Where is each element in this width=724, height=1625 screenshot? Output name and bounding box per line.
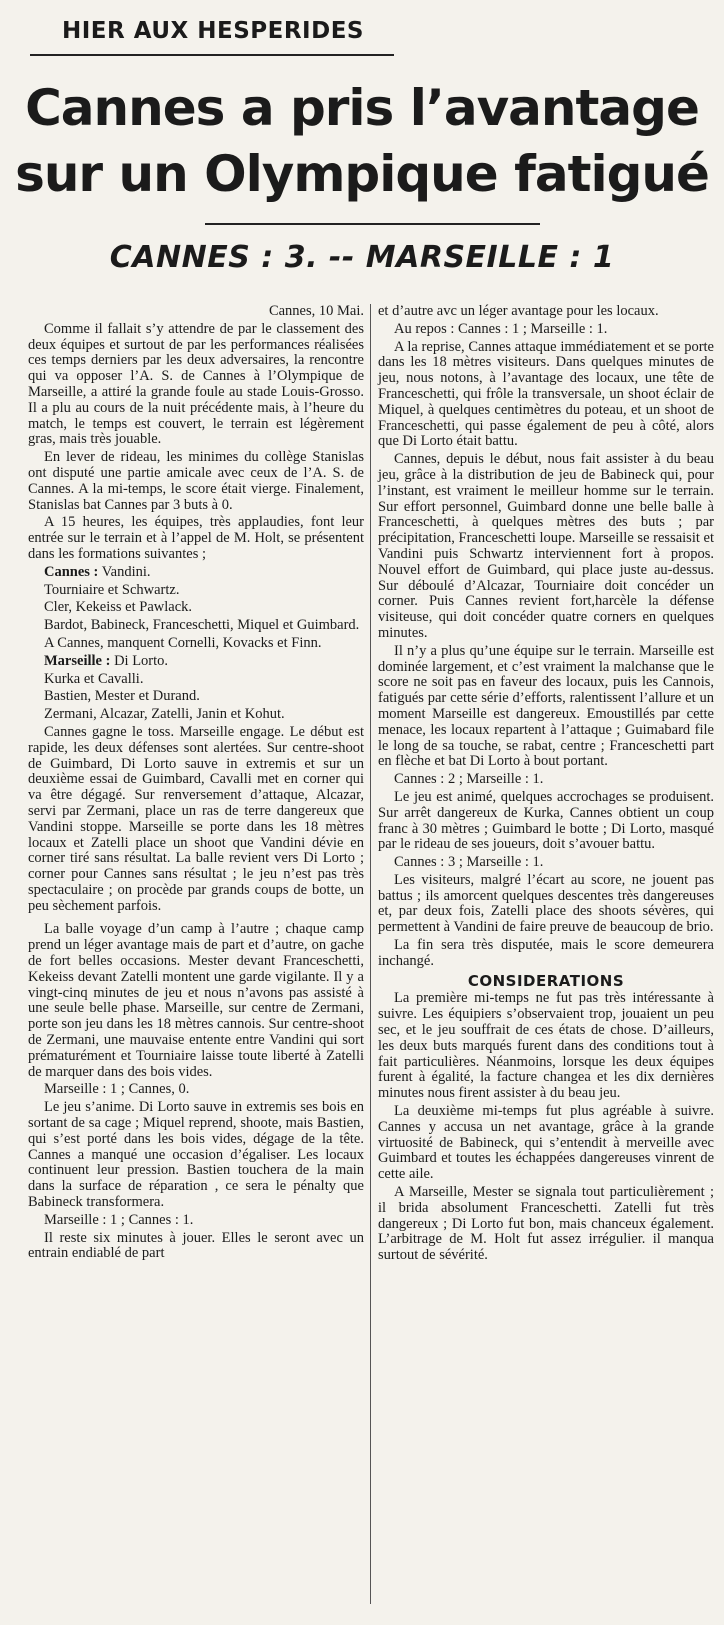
- lineup-goalkeeper: Di Lorto.: [114, 652, 169, 669]
- paragraph: A Cannes, manquent Cornelli, Kovacks et Finn.: [44, 634, 322, 651]
- paragraph: A 15 heures, les équipes, très applaudies, font leur entrée sur le terrain et à l’appel de M. Holt, se présentent dans les formations suivantes ;: [28, 514, 364, 562]
- headline-rule: [205, 223, 540, 225]
- column-divider: [370, 304, 371, 1604]
- interim-score: Au repos : Cannes : 1 ; Marseille : 1.: [394, 320, 608, 337]
- lineup-line: Tourniaire et Schwartz.: [44, 581, 180, 598]
- paragraph: En lever de rideau, les minimes du collège Stanislas ont disputé une partie amicale avec ceux de l’A. S. de Cannes. A la mi-temps, le score était vierge. Finalement, Stanislas bat Cannes par 3 buts à 0.: [28, 449, 364, 513]
- interim-score: Cannes : 3 ; Marseille : 1.: [394, 854, 544, 871]
- team-label-marseille: Marseille :: [44, 652, 111, 669]
- paragraph: Cannes gagne le toss. Marseille engage. Le début est rapide, les deux défenses sont alertées. Sur centre-shoot de Guimbard, Di Lorto sauve in extremis et sur un deuxième essai de Guimbard, Cavalli met en corner qui va être dégagé. Sur renversement d’attaque, Alcazar, servi par Zermani, place un ras de terre dangereux que Vandini stoppe. Marseille se porte dans les 18 mètres locaux et Zatelli place un shoot que Vandini dévie en corner tiré sans résultat. La balle revient vers Di Lorto ; corner pour Cannes sans résultat ; le jeu n’est pas très spectaculaire ; on procède par grands coups de botte, un peu sèchement parfois.: [28, 723, 364, 914]
- lineup-cannes: [28, 565, 364, 581]
- lineup-line: Bardot, Babineck, Franceschetti, Miquel et Guimbard.: [44, 617, 360, 634]
- paragraph: Il n’y a plus qu’une équipe sur le terrain. Marseille est dominée largement, et c’est vraiment la malchanse que le score ne soit pas en faveur des locaux, puis les Cannois, fatigués par cette série d’efforts, ralentissent l’allure et un moment Marseille est dangereux. Emoustillés par cette menace, les locaux repartent à l’attaque ; Guimabard file le long de sa touche, se rabat, centre ; Franceschetti part en flèche et bat Di Lorto à bout portant.: [378, 642, 714, 770]
- paragraph: Le jeu est animé, quelques accrochages se produisent. Sur arrêt dangereux de Kurka, Cannes obtient un coup franc à 30 mètres ; Guimbard le botte ; Di Lorto, masqué par le rideau de ses joueurs, doit s’avouer battu.: [378, 788, 714, 853]
- headline-line-1: Cannes a pris l’avantage: [25, 79, 699, 137]
- paragraph: A la reprise, Cannes attaque immédiatement et se porte dans les 18 mètres visiteurs. Dans quelques minutes de jeu, nous notons, à l’avantage des locaux, une tête de Franceschetti, qui frôle la transversale, un shoot éclair de Miquel, à quelques centimètres du poteau, et un shoot de Franceschetti, qui passe également de peu à côté, alors que Di Lorto était battu.: [378, 338, 714, 450]
- score-line: CANNES : 3. -- MARSEILLE : 1: [109, 240, 615, 275]
- interim-score: Marseille : 1 ; Cannes, 0.: [44, 1081, 190, 1098]
- paragraph: Comme il fallait s’y attendre de par le classement des deux équipes et surtout de par les performances réalisées ces temps derniers par les deux adversaires, la rencontre qui va opposer l’A. S. de Cannes à l’Olympique de Marseille, a attiré la grande foule au stade Louis-Grosso. Il a plu au cours de la nuit précédente mais, à l’heure du match, le temps est couvert, le terrain est légèrement gras, mais très jouable.: [28, 320, 364, 448]
- article-column-left: [28, 304, 364, 1264]
- lineup-line: Bastien, Mester et Durand.: [44, 688, 200, 705]
- paragraph: et d’autre avc un léger avantage pour les locaux.: [378, 303, 659, 319]
- kicker-rule: [30, 54, 394, 56]
- team-label-cannes: Cannes :: [44, 563, 99, 580]
- headline-line-2: sur un Olympique fatigué: [15, 145, 709, 203]
- paragraph: A Marseille, Mester se signala tout particulièrement ; il brida absolument Franceschetti. Zatelli fut très dangereux ; Di Lorto fut bon, mais chanceux également. L’arbitrage de M. Holt fut assez irrégulier. il manqua surtout de sévérité.: [378, 1184, 714, 1264]
- article-column-right: [378, 304, 714, 1266]
- lineup-marseille: [28, 654, 364, 670]
- paragraph: Cannes, depuis le début, nous fait assister à du beau jeu, grâce à la distribution de jeu de Babineck qui, pour l’instant, est vraiment le meilleur homme sur le terrain. Sur effort personnel, Guimbard donne une belle balle à Franceschetti, à quelques mètres des buts ; par précipitation, Franceschetti loupe. Marseille se ressaisit et Vandini puis Schwartz interviennent fort à propos. Nouvel effort de Guimbard, qui place juste au-dessus. Sur déboulé d’Alcazar, Tourniaire doit concéder un corner. Puis Cannes revient fort,harcèle la défense visiteuse, qui doit concéder quatre corners en quelques minutes.: [378, 451, 714, 641]
- paragraph: La fin sera très disputée, mais le score demeurera inchangé.: [378, 937, 714, 969]
- section-heading-considerations: CONSIDERATIONS: [467, 971, 625, 990]
- lineup-line: Kurka et Cavalli.: [44, 670, 144, 687]
- dateline: Cannes, 10 Mai.: [268, 303, 364, 319]
- interim-score: Marseille : 1 ; Cannes : 1.: [44, 1211, 194, 1228]
- paragraph: Il reste six minutes à jouer. Elles le seront avec un entrain endiablé de part: [28, 1229, 364, 1262]
- paragraph: La première mi-temps ne fut pas très intéressante à suivre. Les équipiers s’observaient trop, jouaient un peu sec, et le jeu souffrait de ces états de chose. D’ailleurs, les deux buts marqués furent dans des conditions tout à fait particulières. Néanmoins, lorsque les deux équipes furent à égalité, la facture changea et les dix dernières minutes nous firent assister à du beau jeu.: [378, 990, 714, 1102]
- lineup-line: Zermani, Alcazar, Zatelli, Janin et Kohut.: [44, 706, 285, 723]
- paragraph: La deuxième mi-temps fut plus agréable à suivre. Cannes y accusa un net avantage, grâce à la grande virtuosité de Babineck, qui s’entendit à merveille avec Guimbard et toutes les échappées dangereuses vinrent de cette aile.: [378, 1103, 714, 1183]
- lineup-line: Cler, Kekeiss et Pawlack.: [44, 599, 193, 616]
- paragraph: Les visiteurs, malgré l’écart au score, ne jouent pas battus ; ils amorcent quelques descentes très dangereuses et, par deux fois, Zatelli place des shoots sévères, qui permettent à Vandini de faire preuve de beaucoup de brio.: [378, 871, 714, 936]
- interim-score: Cannes : 2 ; Marseille : 1.: [394, 771, 544, 788]
- paragraph: Le jeu s’anime. Di Lorto sauve in extremis ses bois en sortant de sa cage ; Miquel reprend, shoote, mais Bastien, qui s’est porté dans les bois vides, dégage de la tête. Cannes a manqué une occasion d’égaliser. Les locaux continuent leur pression. Bastien touchera de la main dans la surface de réparation , ce sera le pénalty que Babineck transformera.: [28, 1099, 364, 1211]
- kicker: HIER AUX HESPERIDES: [62, 18, 364, 44]
- lineup-goalkeeper: Vandini.: [101, 563, 151, 580]
- paragraph: La balle voyage d’un camp à l’autre ; chaque camp prend un léger avantage mais de part et d’autre, on gache de fort belles occasions. Mester devant Franceschetti, Kekeiss devant Zatelli montent une garde vigilante. Il y a vingt-cinq minutes de jeu et nous n’avons pas assisté à une seule belle phase. Marseille, sur centre de Zermani, porte son jeu dans les 18 mètres cannois. Sur centre-shoot de Zermani, une mauvaise entente entre Vandini qui sort prématurément et Tourniaire laisse toute liberté à Zatelli de marquer dans des bois vides.: [28, 921, 364, 1080]
